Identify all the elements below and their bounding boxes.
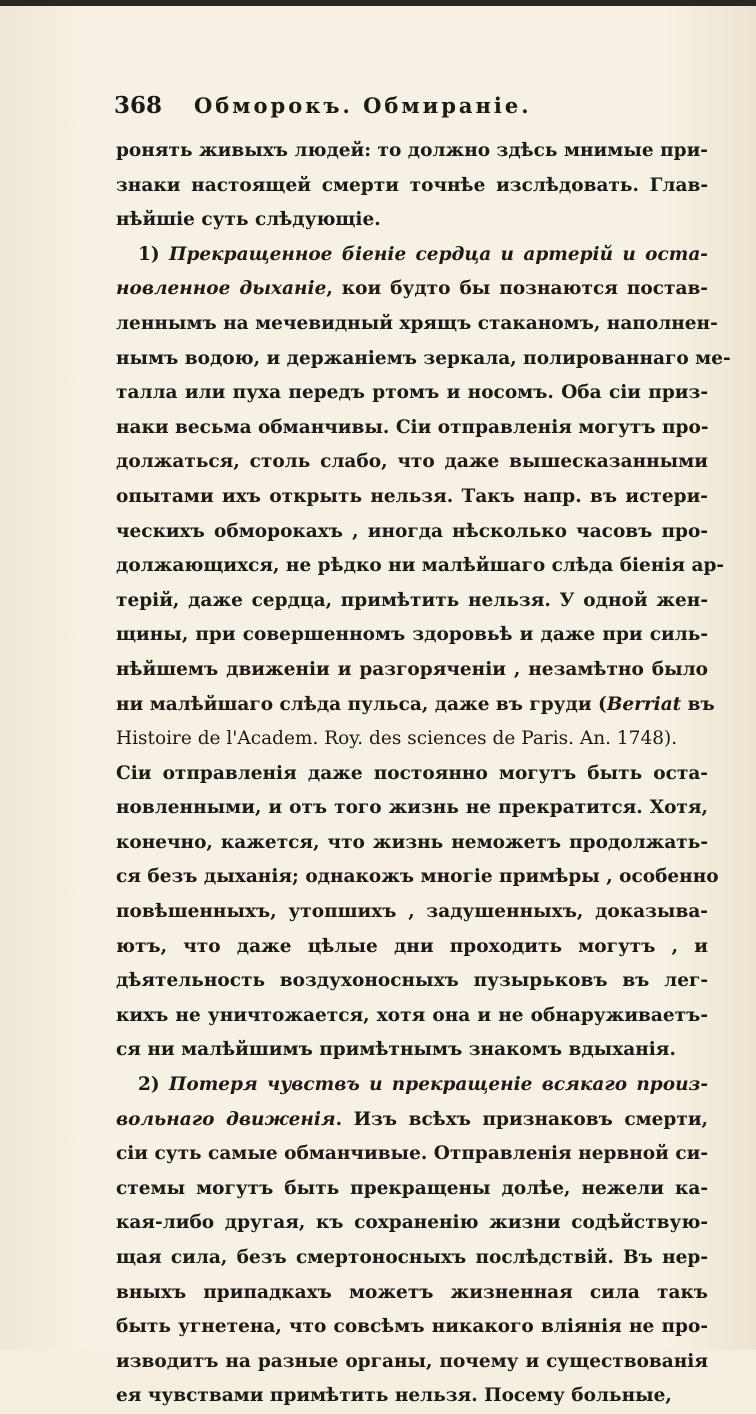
text-line — [116, 688, 715, 723]
text-line — [116, 1310, 708, 1345]
line-text: сіи суть самые обманчивые. Отправленія нервной си- — [116, 1143, 708, 1165]
line-post-text: въ — [681, 693, 715, 715]
text-line — [116, 791, 708, 826]
text-line — [116, 376, 708, 411]
text-line — [116, 1033, 708, 1068]
text-line — [116, 1206, 708, 1241]
text-line — [116, 445, 708, 480]
line-text: наки весьма обманчивы. Сіи отправленія могутъ про- — [116, 416, 709, 438]
line-text: опытами ихъ открыть нельзя. Такъ напр. въ истери- — [116, 485, 708, 507]
line-post-text: . Изъ всѣхъ признаковъ смерти, — [335, 1108, 708, 1130]
body-text — [116, 134, 731, 1414]
text-line — [116, 1103, 708, 1138]
line-text: ея чувствами примѣтить нельзя. Посему больные, — [116, 1385, 672, 1407]
text-line — [116, 722, 708, 757]
text-line — [116, 480, 708, 515]
text-line — [116, 1379, 708, 1414]
line-roman-text: Histoire de l'Academ. Roy. des sciences de Paris. An. 1748). — [116, 728, 678, 750]
line-text: вныхъ припадкахъ можетъ жизненная сила такъ — [116, 1281, 708, 1303]
line-pre-text: 1) — [138, 243, 169, 265]
text-line — [116, 999, 708, 1034]
line-text: ся ни малѣйшимъ примѣтнымъ знакомъ вдыханія. — [116, 1039, 676, 1061]
text-line — [116, 826, 708, 861]
text-line — [116, 1241, 708, 1276]
line-text: дѣятельность воздухоносныхъ пузырьковъ въ лег- — [116, 970, 708, 992]
scan-top-border — [0, 0, 756, 6]
text-line — [116, 653, 708, 688]
line-text: щая сила, безъ смертоносныхъ послѣдствій. Въ нер- — [116, 1247, 708, 1268]
line-text: должаться, столь слабо, что даже вышесказанными — [116, 451, 708, 473]
text-line — [116, 238, 708, 273]
line-text: леннымъ на мечевидный хрящъ стаканомъ, наполнен- — [116, 312, 718, 334]
line-text: изводитъ на разные органы, почему и существованія — [116, 1350, 708, 1372]
line-text: нѣйшіе суть слѣдующіе. — [116, 209, 381, 231]
line-text: талла или пуха передъ ртомъ и носомъ. Оба сіи приз- — [116, 382, 708, 404]
line-pre-text: ни малѣйшаго слѣда пульса, даже въ груди ( — [116, 693, 607, 715]
text-line — [116, 307, 718, 342]
line-text: кихъ не уничтожается, хотя она и не обнаруживаетъ- — [116, 1004, 708, 1026]
text-line — [116, 272, 708, 307]
text-line — [116, 411, 708, 446]
line-italic-text: новленное дыханіе — [116, 278, 327, 300]
line-text: ронять живыхъ людей: то должно здѣсь мнимые при- — [116, 140, 708, 161]
line-text: быть угнетена, что совсѣмъ никакого вліянія не про- — [116, 1316, 708, 1338]
text-line — [116, 895, 708, 930]
line-post-text: , кои будто бы познаются постав- — [326, 278, 708, 300]
line-italic-text: Berriat — [606, 693, 682, 715]
text-line — [116, 860, 719, 895]
page-number: 368 — [114, 92, 163, 119]
line-text: нѣйшемъ движеніи и разгоряченіи , незамѣтно было — [116, 658, 708, 680]
line-text: нымъ водою, и держаніемъ зеркала, полированнаго ме- — [116, 347, 731, 369]
text-line — [116, 169, 708, 204]
line-text: знаки настоящей смерти точнѣе изслѣдовать. Глав- — [116, 174, 708, 196]
line-text: кая-либо другая, къ сохраненію жизни содѣйствую- — [116, 1212, 708, 1234]
line-italic-text: вольнаго движенія — [116, 1108, 336, 1130]
text-line — [116, 1068, 708, 1103]
text-line — [116, 1276, 708, 1311]
line-text: должающихся, не рѣдко ни малѣйшаго слѣда біенія ар- — [116, 555, 725, 577]
line-text: новленными, и отъ того жизнь не прекратится. Хотя, — [116, 797, 708, 819]
text-line — [116, 549, 725, 584]
text-line — [116, 930, 708, 965]
line-italic-text: Прекращенное біеніе сердца и артерій и оста- — [168, 243, 708, 265]
text-line — [116, 1345, 708, 1380]
text-line — [116, 584, 708, 619]
text-line — [116, 1137, 708, 1172]
line-text: стемы могутъ быть прекращены долѣе, нежели ка- — [116, 1177, 708, 1199]
line-text: конечно, кажется, что жизнь неможетъ продолжать- — [116, 831, 708, 853]
line-text: щины, при совершенномъ здоровьѣ и даже при силь- — [116, 624, 708, 646]
text-line — [116, 1172, 708, 1207]
line-text: повѣшенныхъ, утопшихъ , задушенныхъ, доказыва- — [116, 901, 708, 923]
line-text: Сіи отправленія даже постоянно могутъ быть оста- — [116, 762, 708, 784]
line-text: ческихъ обморокахъ , иногда нѣсколько часовъ про- — [116, 520, 708, 542]
text-line — [116, 757, 708, 792]
text-line — [116, 203, 708, 238]
line-italic-text: Потеря чувствъ и прекращеніе всякаго произ- — [168, 1074, 708, 1096]
page-header — [114, 92, 594, 126]
text-line — [116, 515, 708, 550]
text-line — [116, 964, 708, 999]
line-text: ютъ, что даже цѣлые дни проходить могутъ , и — [116, 935, 708, 957]
text-line — [116, 342, 731, 377]
line-text: ся безъ дыханія; однакожъ многіе примѣры , особенно — [116, 866, 719, 888]
text-line — [116, 134, 708, 169]
line-pre-text: 2) — [138, 1074, 169, 1096]
text-line — [116, 618, 708, 653]
line-text: терій, даже сердца, примѣтить нельзя. У одной жен- — [116, 589, 708, 611]
running-head: Обморокъ. Обмираніе. — [194, 93, 532, 118]
